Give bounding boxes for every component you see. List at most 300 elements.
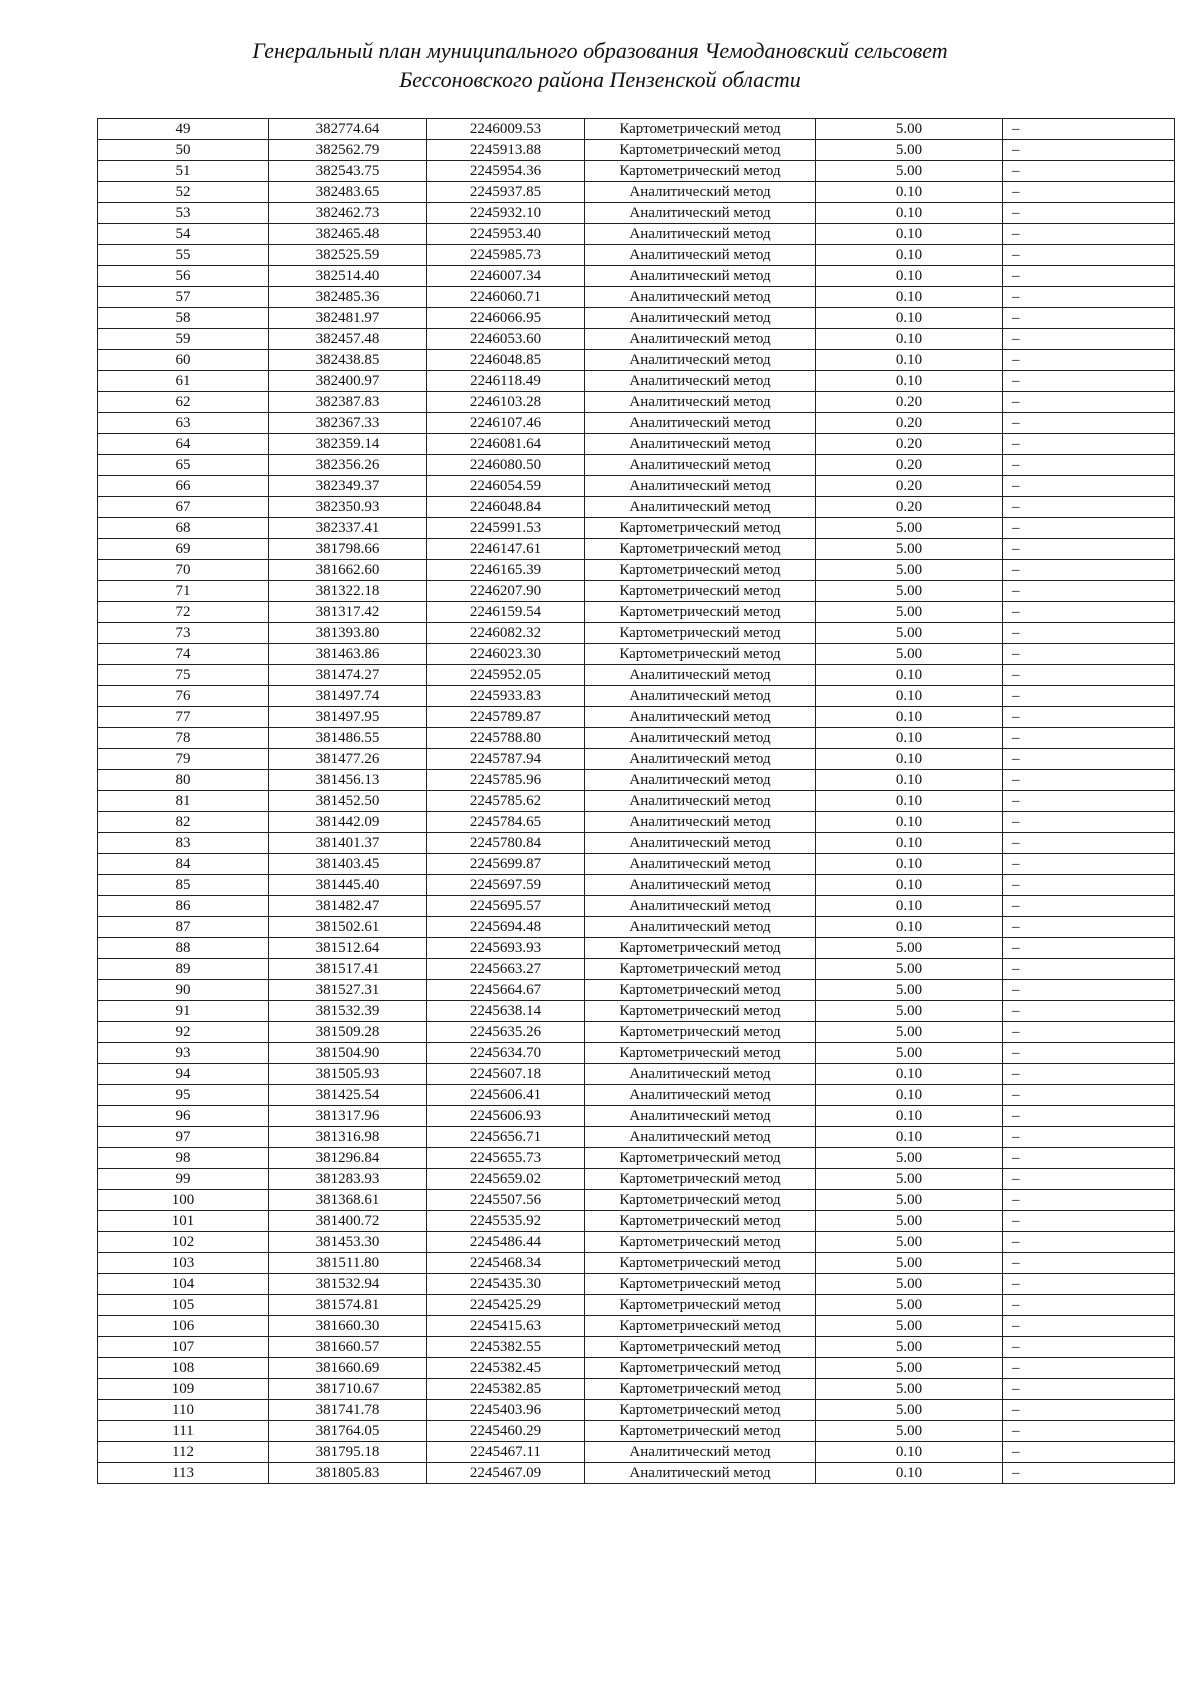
y-coordinate-cell: 2245699.87 [427, 854, 585, 875]
accuracy-cell: 0.20 [816, 476, 1003, 497]
note-cell: – [1003, 455, 1175, 476]
y-coordinate-cell: 2245784.65 [427, 812, 585, 833]
y-coordinate-cell: 2246023.30 [427, 644, 585, 665]
table-row [98, 770, 1175, 791]
accuracy-cell: 0.10 [816, 812, 1003, 833]
note-cell: – [1003, 1337, 1175, 1358]
y-coordinate-cell: 2246159.54 [427, 602, 585, 623]
x-coordinate-cell: 382457.48 [269, 329, 427, 350]
method-cell: Аналитический метод [585, 686, 816, 707]
accuracy-cell: 0.10 [816, 1085, 1003, 1106]
y-coordinate-cell: 2245382.45 [427, 1358, 585, 1379]
accuracy-cell: 0.10 [816, 329, 1003, 350]
accuracy-cell: 5.00 [816, 644, 1003, 665]
point-number-cell: 74 [98, 644, 269, 665]
x-coordinate-cell: 382359.14 [269, 434, 427, 455]
accuracy-cell: 5.00 [816, 1274, 1003, 1295]
x-coordinate-cell: 381497.74 [269, 686, 427, 707]
table-row [98, 938, 1175, 959]
x-coordinate-cell: 382483.65 [269, 182, 427, 203]
point-number-cell: 63 [98, 413, 269, 434]
note-cell: – [1003, 1022, 1175, 1043]
y-coordinate-cell: 2245382.85 [427, 1379, 585, 1400]
table-row [98, 1379, 1175, 1400]
point-number-cell: 84 [98, 854, 269, 875]
point-number-cell: 111 [98, 1421, 269, 1442]
x-coordinate-cell: 381463.86 [269, 644, 427, 665]
point-number-cell: 112 [98, 1442, 269, 1463]
x-coordinate-cell: 381517.41 [269, 959, 427, 980]
method-cell: Картометрический метод [585, 1400, 816, 1421]
method-cell: Аналитический метод [585, 245, 816, 266]
x-coordinate-cell: 382462.73 [269, 203, 427, 224]
point-number-cell: 72 [98, 602, 269, 623]
accuracy-cell: 0.10 [816, 182, 1003, 203]
note-cell: – [1003, 1442, 1175, 1463]
table-row [98, 581, 1175, 602]
point-number-cell: 92 [98, 1022, 269, 1043]
note-cell: – [1003, 224, 1175, 245]
note-cell: – [1003, 476, 1175, 497]
note-cell: – [1003, 161, 1175, 182]
y-coordinate-cell: 2246048.84 [427, 497, 585, 518]
x-coordinate-cell: 381512.64 [269, 938, 427, 959]
y-coordinate-cell: 2246053.60 [427, 329, 585, 350]
y-coordinate-cell: 2245606.93 [427, 1106, 585, 1127]
accuracy-cell: 0.10 [816, 266, 1003, 287]
point-number-cell: 82 [98, 812, 269, 833]
method-cell: Картометрический метод [585, 581, 816, 602]
accuracy-cell: 5.00 [816, 1295, 1003, 1316]
method-cell: Аналитический метод [585, 812, 816, 833]
method-cell: Аналитический метод [585, 308, 816, 329]
x-coordinate-cell: 381764.05 [269, 1421, 427, 1442]
note-cell: – [1003, 1085, 1175, 1106]
method-cell: Аналитический метод [585, 413, 816, 434]
point-number-cell: 109 [98, 1379, 269, 1400]
table-row [98, 707, 1175, 728]
accuracy-cell: 5.00 [816, 1043, 1003, 1064]
accuracy-cell: 5.00 [816, 1148, 1003, 1169]
accuracy-cell: 0.10 [816, 224, 1003, 245]
accuracy-cell: 0.20 [816, 413, 1003, 434]
x-coordinate-cell: 381741.78 [269, 1400, 427, 1421]
note-cell: – [1003, 1400, 1175, 1421]
point-number-cell: 93 [98, 1043, 269, 1064]
table-row [98, 1337, 1175, 1358]
method-cell: Картометрический метод [585, 1421, 816, 1442]
accuracy-cell: 5.00 [816, 1253, 1003, 1274]
table-row [98, 1064, 1175, 1085]
accuracy-cell: 5.00 [816, 539, 1003, 560]
accuracy-cell: 0.10 [816, 875, 1003, 896]
accuracy-cell: 0.10 [816, 1106, 1003, 1127]
y-coordinate-cell: 2246048.85 [427, 350, 585, 371]
method-cell: Картометрический метод [585, 539, 816, 560]
method-cell: Аналитический метод [585, 1064, 816, 1085]
accuracy-cell: 0.10 [816, 1064, 1003, 1085]
x-coordinate-cell: 381509.28 [269, 1022, 427, 1043]
point-number-cell: 78 [98, 728, 269, 749]
table-row [98, 686, 1175, 707]
note-cell: – [1003, 686, 1175, 707]
note-cell: – [1003, 287, 1175, 308]
accuracy-cell: 5.00 [816, 1022, 1003, 1043]
accuracy-cell: 5.00 [816, 1001, 1003, 1022]
method-cell: Аналитический метод [585, 770, 816, 791]
table-row [98, 1400, 1175, 1421]
table-row [98, 1148, 1175, 1169]
note-cell: – [1003, 1274, 1175, 1295]
accuracy-cell: 5.00 [816, 518, 1003, 539]
y-coordinate-cell: 2245403.96 [427, 1400, 585, 1421]
point-number-cell: 66 [98, 476, 269, 497]
accuracy-cell: 0.10 [816, 1463, 1003, 1484]
method-cell: Картометрический метод [585, 1043, 816, 1064]
point-number-cell: 58 [98, 308, 269, 329]
y-coordinate-cell: 2245954.36 [427, 161, 585, 182]
table-row [98, 602, 1175, 623]
accuracy-cell: 5.00 [816, 119, 1003, 140]
table-row [98, 1274, 1175, 1295]
method-cell: Аналитический метод [585, 1463, 816, 1484]
point-number-cell: 60 [98, 350, 269, 371]
x-coordinate-cell: 381805.83 [269, 1463, 427, 1484]
y-coordinate-cell: 2245486.44 [427, 1232, 585, 1253]
x-coordinate-cell: 382525.59 [269, 245, 427, 266]
y-coordinate-cell: 2246081.64 [427, 434, 585, 455]
x-coordinate-cell: 382400.97 [269, 371, 427, 392]
accuracy-cell: 5.00 [816, 560, 1003, 581]
table-row [98, 896, 1175, 917]
point-number-cell: 73 [98, 623, 269, 644]
method-cell: Аналитический метод [585, 896, 816, 917]
table-row [98, 455, 1175, 476]
x-coordinate-cell: 381456.13 [269, 770, 427, 791]
note-cell: – [1003, 623, 1175, 644]
note-cell: – [1003, 119, 1175, 140]
y-coordinate-cell: 2245991.53 [427, 518, 585, 539]
accuracy-cell: 5.00 [816, 1400, 1003, 1421]
y-coordinate-cell: 2246080.50 [427, 455, 585, 476]
y-coordinate-cell: 2245535.92 [427, 1211, 585, 1232]
method-cell: Картометрический метод [585, 1316, 816, 1337]
table-row [98, 371, 1175, 392]
y-coordinate-cell: 2246165.39 [427, 560, 585, 581]
table-row [98, 1463, 1175, 1484]
table-row [98, 833, 1175, 854]
x-coordinate-cell: 381795.18 [269, 1442, 427, 1463]
x-coordinate-cell: 381662.60 [269, 560, 427, 581]
method-cell: Картометрический метод [585, 644, 816, 665]
x-coordinate-cell: 382356.26 [269, 455, 427, 476]
x-coordinate-cell: 381798.66 [269, 539, 427, 560]
x-coordinate-cell: 382543.75 [269, 161, 427, 182]
document-header [0, 36, 1200, 94]
note-cell: – [1003, 959, 1175, 980]
accuracy-cell: 0.10 [816, 896, 1003, 917]
table-row [98, 182, 1175, 203]
table-row [98, 728, 1175, 749]
point-number-cell: 81 [98, 791, 269, 812]
point-number-cell: 91 [98, 1001, 269, 1022]
y-coordinate-cell: 2245787.94 [427, 749, 585, 770]
y-coordinate-cell: 2245507.56 [427, 1190, 585, 1211]
accuracy-cell: 0.10 [816, 1442, 1003, 1463]
table-row [98, 1232, 1175, 1253]
point-number-cell: 88 [98, 938, 269, 959]
note-cell: – [1003, 329, 1175, 350]
point-number-cell: 79 [98, 749, 269, 770]
point-number-cell: 55 [98, 245, 269, 266]
table-row [98, 749, 1175, 770]
y-coordinate-cell: 2245694.48 [427, 917, 585, 938]
y-coordinate-cell: 2245788.80 [427, 728, 585, 749]
note-cell: – [1003, 1253, 1175, 1274]
note-cell: – [1003, 1295, 1175, 1316]
table-row [98, 1211, 1175, 1232]
x-coordinate-cell: 381400.72 [269, 1211, 427, 1232]
y-coordinate-cell: 2245693.93 [427, 938, 585, 959]
point-number-cell: 65 [98, 455, 269, 476]
point-number-cell: 113 [98, 1463, 269, 1484]
method-cell: Аналитический метод [585, 224, 816, 245]
point-number-cell: 85 [98, 875, 269, 896]
point-number-cell: 62 [98, 392, 269, 413]
x-coordinate-cell: 381452.50 [269, 791, 427, 812]
method-cell: Аналитический метод [585, 329, 816, 350]
note-cell: – [1003, 791, 1175, 812]
point-number-cell: 71 [98, 581, 269, 602]
point-number-cell: 70 [98, 560, 269, 581]
method-cell: Картометрический метод [585, 1148, 816, 1169]
table-row [98, 1421, 1175, 1442]
note-cell: – [1003, 833, 1175, 854]
note-cell: – [1003, 560, 1175, 581]
table-row [98, 1043, 1175, 1064]
table-row [98, 1001, 1175, 1022]
x-coordinate-cell: 381453.30 [269, 1232, 427, 1253]
method-cell: Картометрический метод [585, 1295, 816, 1316]
table-row [98, 287, 1175, 308]
point-number-cell: 96 [98, 1106, 269, 1127]
accuracy-cell: 5.00 [816, 602, 1003, 623]
y-coordinate-cell: 2246007.34 [427, 266, 585, 287]
table-row [98, 434, 1175, 455]
x-coordinate-cell: 381660.57 [269, 1337, 427, 1358]
y-coordinate-cell: 2245468.34 [427, 1253, 585, 1274]
table-row [98, 245, 1175, 266]
x-coordinate-cell: 382387.83 [269, 392, 427, 413]
y-coordinate-cell: 2245635.26 [427, 1022, 585, 1043]
x-coordinate-cell: 381511.80 [269, 1253, 427, 1274]
accuracy-cell: 0.10 [816, 665, 1003, 686]
method-cell: Аналитический метод [585, 749, 816, 770]
note-cell: – [1003, 854, 1175, 875]
x-coordinate-cell: 381574.81 [269, 1295, 427, 1316]
note-cell: – [1003, 980, 1175, 1001]
table-row [98, 161, 1175, 182]
y-coordinate-cell: 2245638.14 [427, 1001, 585, 1022]
table-row [98, 875, 1175, 896]
point-number-cell: 61 [98, 371, 269, 392]
point-number-cell: 76 [98, 686, 269, 707]
point-number-cell: 49 [98, 119, 269, 140]
accuracy-cell: 0.10 [816, 371, 1003, 392]
accuracy-cell: 0.10 [816, 833, 1003, 854]
note-cell: – [1003, 938, 1175, 959]
method-cell: Аналитический метод [585, 1442, 816, 1463]
y-coordinate-cell: 2246103.28 [427, 392, 585, 413]
table-row [98, 1022, 1175, 1043]
x-coordinate-cell: 381482.47 [269, 896, 427, 917]
accuracy-cell: 0.10 [816, 749, 1003, 770]
table-row [98, 392, 1175, 413]
method-cell: Картометрический метод [585, 1169, 816, 1190]
x-coordinate-cell: 381322.18 [269, 581, 427, 602]
method-cell: Аналитический метод [585, 392, 816, 413]
accuracy-cell: 5.00 [816, 1169, 1003, 1190]
point-number-cell: 98 [98, 1148, 269, 1169]
point-number-cell: 77 [98, 707, 269, 728]
method-cell: Аналитический метод [585, 476, 816, 497]
note-cell: – [1003, 812, 1175, 833]
x-coordinate-cell: 381425.54 [269, 1085, 427, 1106]
method-cell: Аналитический метод [585, 728, 816, 749]
x-coordinate-cell: 381505.93 [269, 1064, 427, 1085]
point-number-cell: 83 [98, 833, 269, 854]
point-number-cell: 101 [98, 1211, 269, 1232]
accuracy-cell: 5.00 [816, 1358, 1003, 1379]
note-cell: – [1003, 1463, 1175, 1484]
x-coordinate-cell: 381317.96 [269, 1106, 427, 1127]
table-row [98, 1295, 1175, 1316]
table-row [98, 1442, 1175, 1463]
x-coordinate-cell: 382367.33 [269, 413, 427, 434]
accuracy-cell: 5.00 [816, 1190, 1003, 1211]
y-coordinate-cell: 2245659.02 [427, 1169, 585, 1190]
y-coordinate-cell: 2245435.30 [427, 1274, 585, 1295]
accuracy-cell: 0.20 [816, 434, 1003, 455]
accuracy-cell: 0.20 [816, 392, 1003, 413]
method-cell: Картометрический метод [585, 1337, 816, 1358]
note-cell: – [1003, 707, 1175, 728]
point-number-cell: 108 [98, 1358, 269, 1379]
y-coordinate-cell: 2245785.62 [427, 791, 585, 812]
y-coordinate-cell: 2245785.96 [427, 770, 585, 791]
method-cell: Аналитический метод [585, 455, 816, 476]
method-cell: Картометрический метод [585, 959, 816, 980]
accuracy-cell: 0.20 [816, 497, 1003, 518]
method-cell: Картометрический метод [585, 1379, 816, 1400]
x-coordinate-cell: 381474.27 [269, 665, 427, 686]
method-cell: Картометрический метод [585, 980, 816, 1001]
note-cell: – [1003, 1190, 1175, 1211]
accuracy-cell: 5.00 [816, 980, 1003, 1001]
y-coordinate-cell: 2245606.41 [427, 1085, 585, 1106]
accuracy-cell: 5.00 [816, 1232, 1003, 1253]
point-number-cell: 105 [98, 1295, 269, 1316]
point-number-cell: 95 [98, 1085, 269, 1106]
accuracy-cell: 5.00 [816, 938, 1003, 959]
x-coordinate-cell: 381283.93 [269, 1169, 427, 1190]
x-coordinate-cell: 381532.39 [269, 1001, 427, 1022]
y-coordinate-cell: 2245467.09 [427, 1463, 585, 1484]
note-cell: – [1003, 1211, 1175, 1232]
accuracy-cell: 5.00 [816, 1316, 1003, 1337]
accuracy-cell: 5.00 [816, 140, 1003, 161]
note-cell: – [1003, 1064, 1175, 1085]
table-row [98, 1316, 1175, 1337]
y-coordinate-cell: 2245634.70 [427, 1043, 585, 1064]
point-number-cell: 54 [98, 224, 269, 245]
note-cell: – [1003, 392, 1175, 413]
note-cell: – [1003, 371, 1175, 392]
note-cell: – [1003, 728, 1175, 749]
x-coordinate-cell: 382514.40 [269, 266, 427, 287]
x-coordinate-cell: 381401.37 [269, 833, 427, 854]
x-coordinate-cell: 381393.80 [269, 623, 427, 644]
accuracy-cell: 5.00 [816, 1337, 1003, 1358]
point-number-cell: 106 [98, 1316, 269, 1337]
x-coordinate-cell: 381497.95 [269, 707, 427, 728]
table-row [98, 539, 1175, 560]
method-cell: Картометрический метод [585, 560, 816, 581]
table-row [98, 854, 1175, 875]
method-cell: Аналитический метод [585, 707, 816, 728]
note-cell: – [1003, 203, 1175, 224]
method-cell: Картометрический метод [585, 1211, 816, 1232]
method-cell: Картометрический метод [585, 938, 816, 959]
table-row [98, 497, 1175, 518]
note-cell: – [1003, 665, 1175, 686]
accuracy-cell: 5.00 [816, 1379, 1003, 1400]
x-coordinate-cell: 381502.61 [269, 917, 427, 938]
point-number-cell: 99 [98, 1169, 269, 1190]
accuracy-cell: 5.00 [816, 1211, 1003, 1232]
note-cell: – [1003, 182, 1175, 203]
table-row [98, 791, 1175, 812]
note-cell: – [1003, 434, 1175, 455]
method-cell: Аналитический метод [585, 350, 816, 371]
note-cell: – [1003, 749, 1175, 770]
method-cell: Картометрический метод [585, 119, 816, 140]
table-row [98, 329, 1175, 350]
table-row [98, 224, 1175, 245]
method-cell: Картометрический метод [585, 1274, 816, 1295]
x-coordinate-cell: 381486.55 [269, 728, 427, 749]
boundary-coordinates-table [97, 118, 1175, 1484]
method-cell: Картометрический метод [585, 1001, 816, 1022]
x-coordinate-cell: 381660.69 [269, 1358, 427, 1379]
method-cell: Аналитический метод [585, 1085, 816, 1106]
accuracy-cell: 0.10 [816, 287, 1003, 308]
note-cell: – [1003, 1421, 1175, 1442]
y-coordinate-cell: 2245460.29 [427, 1421, 585, 1442]
coordinates-table-body [98, 119, 1175, 1484]
y-coordinate-cell: 2245607.18 [427, 1064, 585, 1085]
method-cell: Картометрический метод [585, 140, 816, 161]
point-number-cell: 80 [98, 770, 269, 791]
note-cell: – [1003, 1169, 1175, 1190]
y-coordinate-cell: 2245985.73 [427, 245, 585, 266]
y-coordinate-cell: 2245415.63 [427, 1316, 585, 1337]
method-cell: Аналитический метод [585, 833, 816, 854]
note-cell: – [1003, 644, 1175, 665]
point-number-cell: 57 [98, 287, 269, 308]
y-coordinate-cell: 2245697.59 [427, 875, 585, 896]
table-row [98, 203, 1175, 224]
